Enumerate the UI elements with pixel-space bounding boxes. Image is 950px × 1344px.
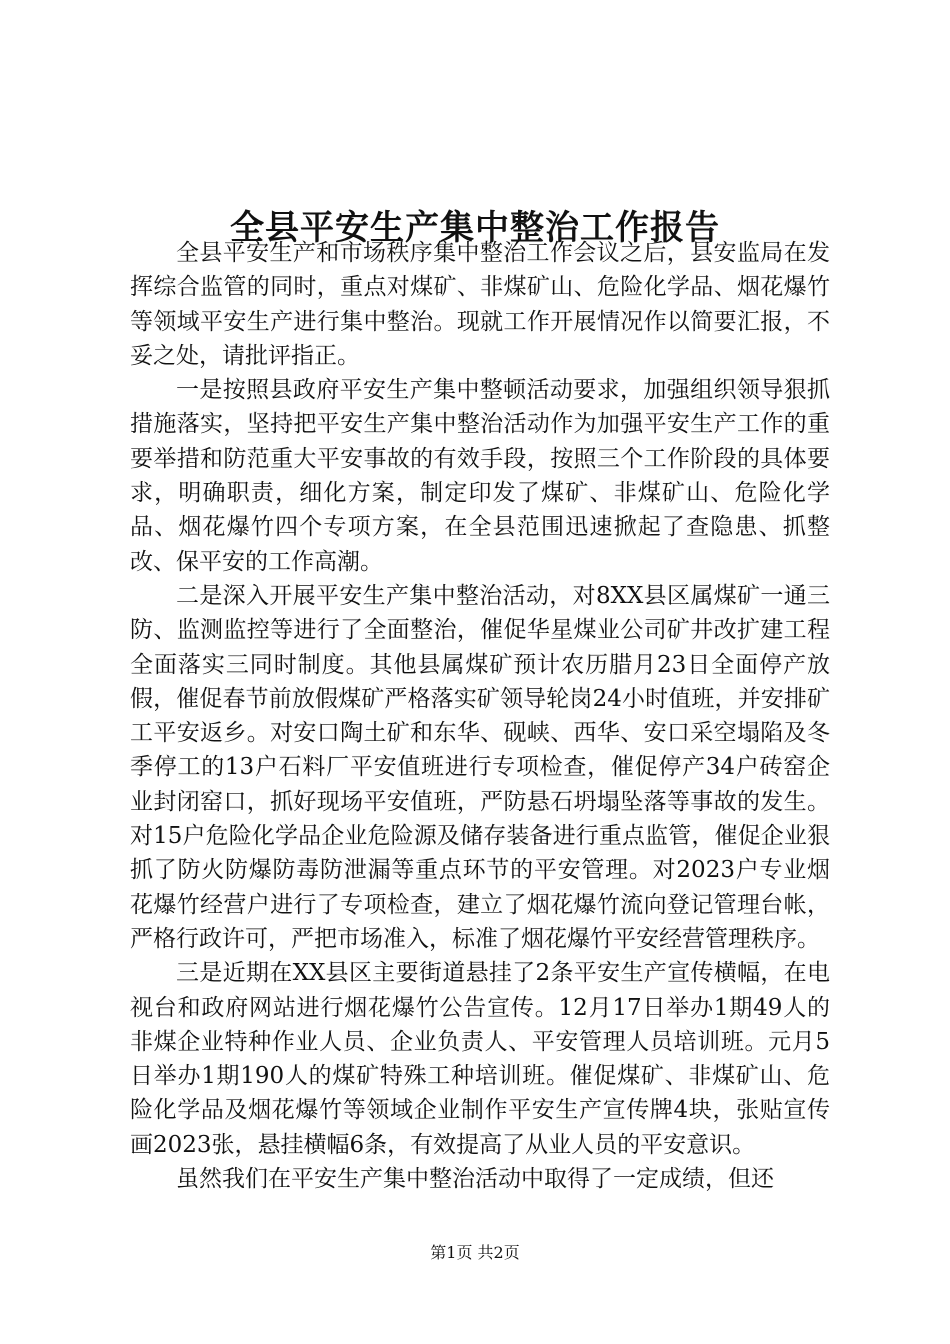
document-body xyxy=(130,236,830,1196)
document-title: 全县平安生产集中整治工作报告 xyxy=(230,207,720,248)
paragraph-closing: 虽然我们在平安生产集中整治活动中取得了一定成绩，但还 xyxy=(176,1166,774,1193)
paragraph-one: 一是按照县政府平安生产集中整顿活动要求，加强组织领导狠抓措施落实，坚持把平安生产集中整治活动作为加强平安生产工作的重要举措和防范重大平安事故的有效手段，按照三个工作阶段的具体要求，明确职责，细化方案，制定印发了煤矿、非煤矿山、危险化学品、烟花爆竹四个专项方案，在全县范围迅速掀起了查隐患、抓整改、保平安的工作高潮。 xyxy=(130,377,830,575)
paragraph-two: 二是深入开展平安生产集中整治活动，对8XX县区属煤矿一通三防、监测监控等进行了全面整治，催促华星煤业公司矿井改扩建工程全面落实三同时制度。其他县属煤矿预计农历腊月23日全面停产放假，催促春节前放假煤矿严格落实矿领导轮岗24小时值班，并安排矿工平安返乡。对安口陶土矿和东华、砚峡、西华、安口采空塌陷及冬季停工的13户石料厂平安值班进行专项检查，催促停产34户砖窑企业封闭窑口，抓好现场平安值班，严防悬石坍塌坠落等事故的发生。对15户危险化学品企业危险源及储存装备进行重点监管，催促企业狠抓了防火防爆防毒防泄漏等重点环节的平安管理。对2023户专业烟花爆竹经营户进行了专项检查，建立了烟花爆竹流向登记管理台帐，严格行政许可，严把市场准入，标准了烟花爆竹平安经营管理秩序。 xyxy=(130,582,830,952)
page-number-footer: 第1页 共2页 xyxy=(430,1243,520,1262)
paragraph-intro: 全县平安生产和市场秩序集中整治工作会议之后，县安监局在发挥综合监管的同时，重点对煤矿、非煤矿山、危险化学品、烟花爆竹等领域平安生产进行集中整治。现就工作开展情况作以简要汇报，不妥之处，请批评指正。 xyxy=(130,240,830,369)
paragraph-three: 三是近期在XX县区主要街道悬挂了2条平安生产宣传横幅，在电视台和政府网站进行烟花爆竹公告宣传。12月17日举办1期49人的非煤企业特种作业人员、企业负责人、平安管理人员培训班。元月5日举办1期190人的煤矿特殊工种培训班。催促煤矿、非煤矿山、危险化学品及烟花爆竹等领域企业制作平安生产宣传牌4块，张贴宣传画2023张，悬挂横幅6条，有效提高了从业人员的平安意识。 xyxy=(130,960,830,1158)
